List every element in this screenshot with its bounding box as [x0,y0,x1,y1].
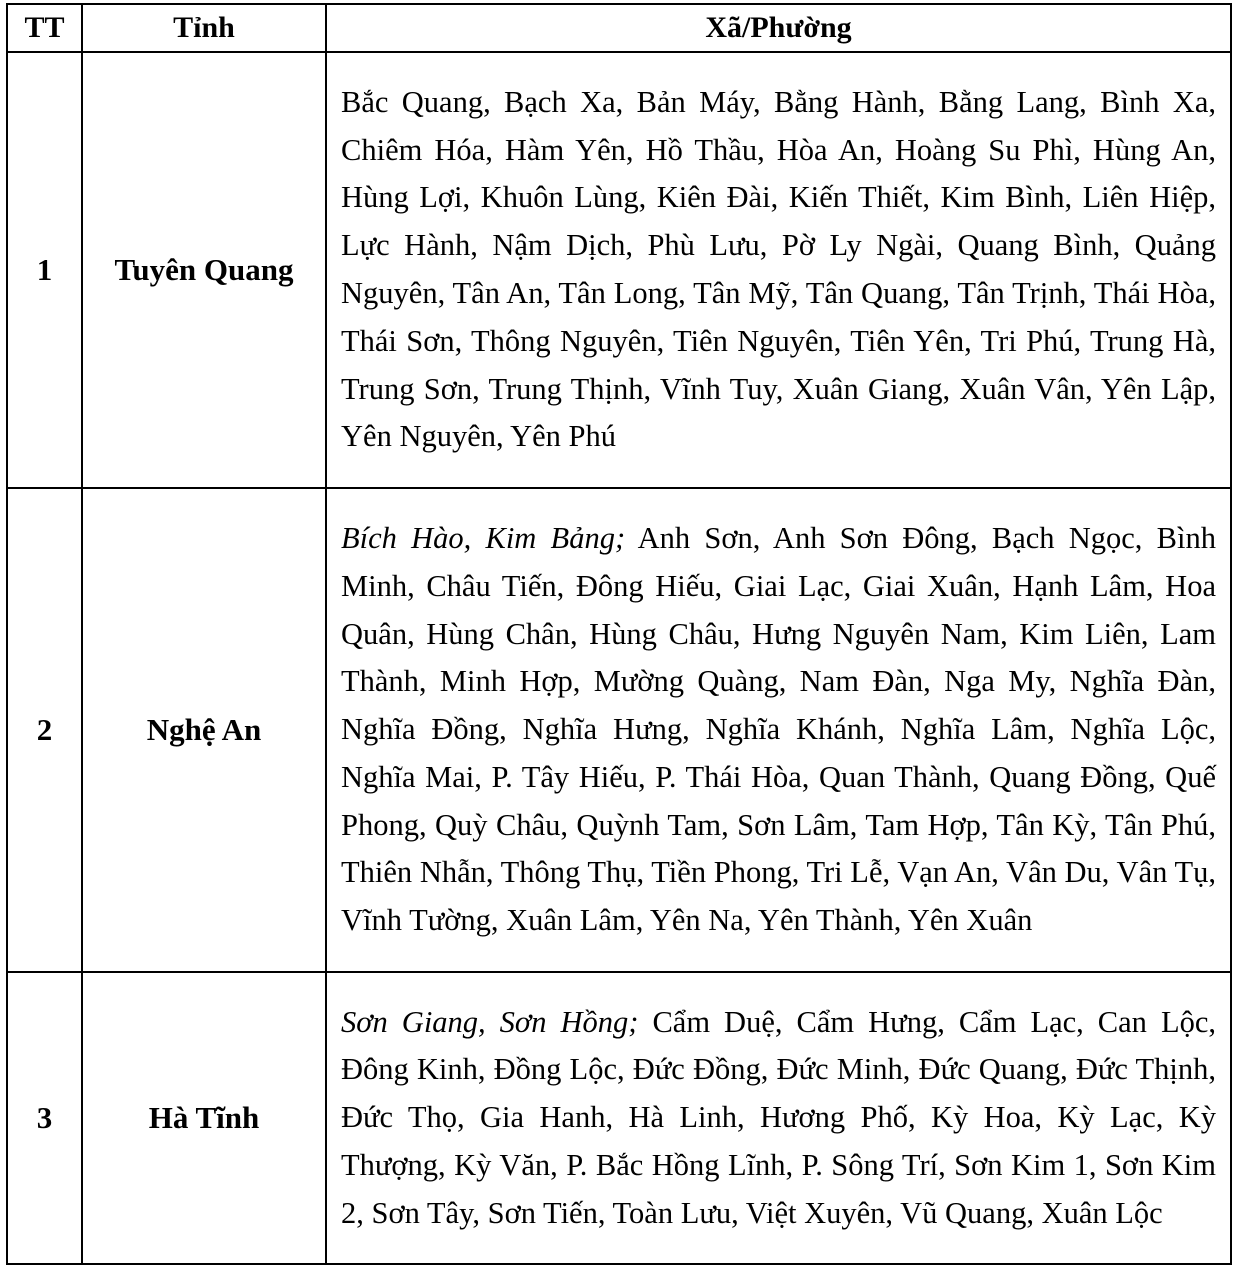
commune-table-container [6,3,1230,1265]
row-number: 1 [7,52,82,488]
commune-list [326,52,1231,488]
commune-list-italic-text: Bích Hào, Kim Bảng; [341,520,626,555]
header-tinh: Tỉnh [82,4,326,52]
commune-list-text: Anh Sơn, Anh Sơn Đông, Bạch Ngọc, Bình Minh, Châu Tiến, Đông Hiếu, Giai Lạc, Giai Xuân, Hạnh Lâm, Hoa Quân, Hùng Chân, Hùng Châu, Hưng Nguyên Nam, Kim Liên, Lam Thành, Minh Hợp, Mường Quàng, Nam Đàn, Nga My, Nghĩa Đàn, Nghĩa Đồng, Nghĩa Hưng, Nghĩa Khánh, Nghĩa Lâm, Nghĩa Lộc, Nghĩa Mai, P. Tây Hiếu, P. Thái Hòa, Quan Thành, Quang Đồng, Quế Phong, Quỳ Châu, Quỳnh Tam, Sơn Lâm, Tam Hợp, Tân Kỳ, Tân Phú, Thiên Nhẫn, Thông Thụ, Tiền Phong, Tri Lễ, Vạn An, Vân Du, Vân Tụ, Vĩnh Tường, Xuân Lâm, Yên Na, Yên Thành, Yên Xuân [341,520,1216,938]
province-name: Nghệ An [82,488,326,972]
table-row [7,972,1231,1264]
commune-list [326,488,1231,972]
header-tt: TT [7,4,82,52]
commune-list-italic-text: Sơn Giang, Sơn Hồng; [341,1004,639,1039]
header-xa-phuong: Xã/Phường [326,4,1231,52]
row-number: 2 [7,488,82,972]
table-row [7,52,1231,488]
table-row [7,488,1231,972]
table-header-row [7,4,1231,52]
row-number: 3 [7,972,82,1264]
commune-table [6,3,1232,1265]
commune-list [326,972,1231,1264]
province-name: Tuyên Quang [82,52,326,488]
commune-list-text: Bắc Quang, Bạch Xa, Bản Máy, Bằng Hành, Bằng Lang, Bình Xa, Chiêm Hóa, Hàm Yên, Hồ Thầu, Hòa An, Hoàng Su Phì, Hùng An, Hùng Lợi, Khuôn Lùng, Kiên Đài, Kiến Thiết, Kim Bình, Liên Hiệp, Lực Hành, Nậm Dịch, Phù Lưu, Pờ Ly Ngài, Quang Bình, Quảng Nguyên, Tân An, Tân Long, Tân Mỹ, Tân Quang, Tân Trịnh, Thái Hòa, Thái Sơn, Thông Nguyên, Tiên Nguyên, Tiên Yên, Tri Phú, Trung Hà, Trung Sơn, Trung Thịnh, Vĩnh Tuy, Xuân Giang, Xuân Vân, Yên Lập, Yên Nguyên, Yên Phú [341,84,1216,454]
province-name: Hà Tĩnh [82,972,326,1264]
commune-list-text: Cẩm Duệ, Cẩm Hưng, Cẩm Lạc, Can Lộc, Đông Kinh, Đồng Lộc, Đức Đồng, Đức Minh, Đức Quang, Đức Thịnh, Đức Thọ, Gia Hanh, Hà Linh, Hương Phố, Kỳ Hoa, Kỳ Lạc, Kỳ Thượng, Kỳ Văn, P. Bắc Hồng Lĩnh, P. Sông Trí, Sơn Kim 1, Sơn Kim 2, Sơn Tây, Sơn Tiến, Toàn Lưu, Việt Xuyên, Vũ Quang, Xuân Lộc [341,1004,1216,1230]
